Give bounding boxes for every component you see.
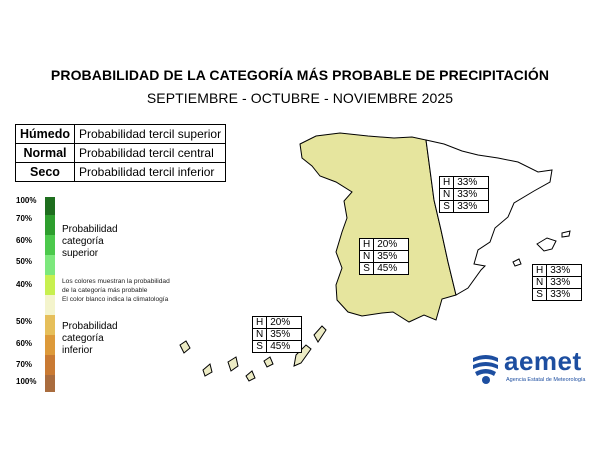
scale-label: 70%: [16, 214, 33, 223]
scale-label: 40%: [16, 280, 33, 289]
prob-box-northeast: H 33% N 33% S 33%: [439, 176, 489, 213]
prob-normal: 33%: [454, 189, 489, 201]
island-canarias-5: [264, 357, 273, 367]
prob-normal: 35%: [267, 329, 302, 341]
island-canarias-1: [180, 341, 190, 353]
prob-box-canarias: H 20% N 35% S 45%: [252, 316, 302, 353]
logo-subtitle: Agencia Estatal de Meteorología: [506, 377, 586, 383]
key-label: Normal: [16, 144, 75, 163]
prob-humedo: 20%: [267, 317, 302, 329]
note-line: El color blanco indica la climatología: [62, 296, 169, 303]
prob-seco: 33%: [547, 289, 582, 301]
note-line: Los colores muestran la probabilidad: [62, 278, 170, 285]
prob-humedo: 33%: [547, 265, 582, 277]
map-subtitle: SEPTIEMBRE - OCTUBRE - NOVIEMBRE 2025: [146, 90, 454, 106]
island-canarias-7: [314, 326, 326, 342]
prob-seco: 33%: [454, 201, 489, 213]
scale-label: 50%: [16, 257, 33, 266]
prob-humedo: 20%: [374, 239, 409, 251]
key-label: Húmedo: [16, 125, 75, 144]
island-canarias-4: [246, 371, 255, 381]
upper-category-label: Probabilidad categoría superior: [62, 224, 118, 259]
prob-humedo: 33%: [454, 177, 489, 189]
aemet-logo: [470, 346, 590, 388]
prob-box-balearics: H 33% N 33% S 33%: [532, 264, 582, 301]
aemet-emblem-icon: [470, 352, 502, 386]
prob-normal: 35%: [374, 251, 409, 263]
scale-label: 60%: [16, 339, 33, 348]
scale-label: 100%: [16, 377, 37, 386]
island-canarias-3: [228, 357, 238, 371]
prob-seco: 45%: [374, 263, 409, 275]
island-ibiza: [513, 259, 521, 266]
lower-category-label: Probabilidad categoría inferior: [62, 321, 118, 356]
prob-box-west-mainland: H 20% N 35% S 45%: [359, 238, 409, 275]
scale-label: 100%: [16, 196, 37, 205]
key-description: Probabilidad tercil inferior: [75, 163, 226, 182]
island-canarias-2: [203, 364, 212, 376]
key-description: Probabilidad tercil central: [75, 144, 226, 163]
map-title: PROBABILIDAD DE LA CATEGORÍA MÁS PROBABLE DE PRECIPITACIÓN: [50, 67, 550, 83]
key-label: Seco: [16, 163, 75, 182]
island-mallorca: [537, 238, 556, 251]
scale-label: 70%: [16, 360, 33, 369]
key-description: Probabilidad tercil superior: [75, 125, 226, 144]
scale-label: 60%: [16, 236, 33, 245]
prob-seco: 45%: [267, 341, 302, 353]
logo-wordmark: aemet: [504, 346, 582, 376]
scale-label: 50%: [16, 317, 33, 326]
note-line: de la categoría más probable: [62, 287, 148, 294]
island-menorca: [562, 231, 570, 237]
prob-normal: 33%: [547, 277, 582, 289]
